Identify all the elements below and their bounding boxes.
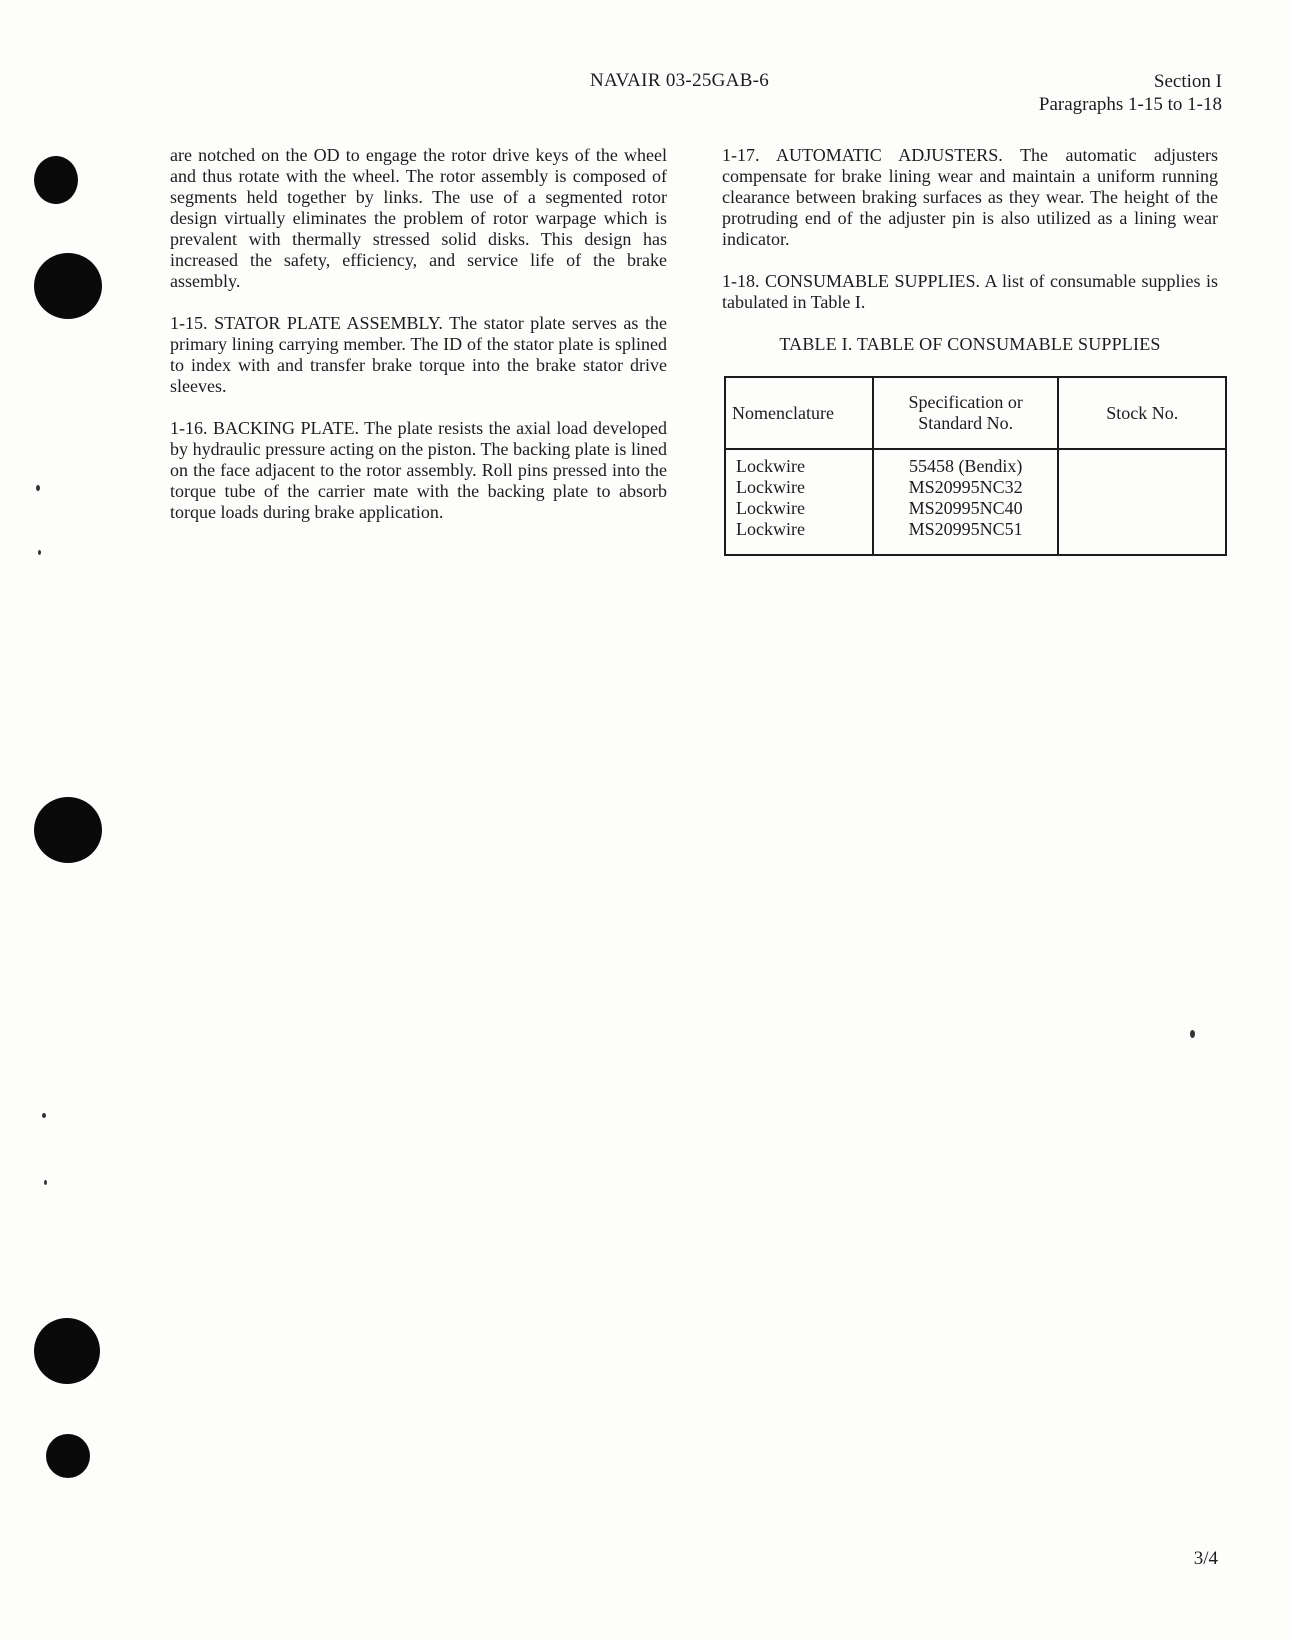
nomenclature-cell: [725, 449, 873, 555]
binder-hole-3: [34, 797, 102, 863]
page-number: 3/4: [1193, 1548, 1218, 1569]
table-row: MS20995NC51: [908, 519, 1023, 539]
header-specification: [873, 377, 1059, 449]
table-body-row: [725, 449, 1226, 555]
paragraph-1-17: 1-17. AUTOMATIC ADJUSTERS. The automatic adjusters compensate for brake lining wear and maintain a uniform running clearance between braking surfaces as they wear. The height of the protruding end of the adjuster pin is also utilized as a lining wear indicator.: [722, 145, 1218, 249]
table-row: Lockwire: [736, 456, 805, 476]
table-row: 55458 (Bendix): [908, 456, 1023, 476]
paragraph-range: Paragraphs 1-15 to 1-18: [1038, 94, 1222, 115]
scan-speck: [44, 1180, 47, 1185]
table-title: TABLE I. TABLE OF CONSUMABLE SUPPLIES: [779, 334, 1161, 354]
specification-cell: [873, 449, 1059, 555]
binder-hole-2: [34, 253, 102, 319]
scan-speck: [36, 485, 40, 491]
paragraph-1-15: 1-15. STATOR PLATE ASSEMBLY. The stator plate serves as the primary lining carrying member. The ID of the stator plate is splined to index with and transfer brake torque into the brake stator drive sleeves.: [170, 313, 667, 396]
paragraph-rotor-continued: are notched on the OD to engage the rotor drive keys of the wheel and thus rotate with the wheel. The rotor assembly is composed of segments held together by links. The use of a segmented rotor design virtually eliminates the problem of rotor warpage which is prevalent with thermally stressed solid disks. This design has increased the safety, efficiency, and service life of the brake assembly.: [170, 145, 667, 291]
header-spec-line1: Specification or: [908, 392, 1023, 412]
header-stock: Stock No.: [1058, 377, 1226, 449]
table-row: Lockwire: [736, 519, 805, 539]
paragraph-1-18: 1-18. CONSUMABLE SUPPLIES. A list of consumable supplies is tabulated in Table I.: [722, 271, 1218, 312]
scan-speck: [1190, 1030, 1195, 1038]
table-row: Lockwire: [736, 477, 805, 497]
binder-hole-1: [34, 156, 78, 204]
binder-hole-5: [46, 1434, 90, 1478]
header-spec-line2: Standard No.: [918, 413, 1014, 433]
table-row: MS20995NC32: [908, 477, 1023, 497]
left-column: [170, 145, 667, 544]
section-header: [1039, 70, 1222, 116]
table-row: Lockwire: [736, 498, 805, 518]
paragraph-1-16: 1-16. BACKING PLATE. The plate resists the axial load developed by hydraulic pressure acting on the piston. The backing plate is lined on the face adjacent to the rotor assembly. Roll pins pressed into the torque tube of the carrier mate with the backing plate to absorb torque loads during brake application.: [170, 418, 667, 522]
consumable-supplies-table: [724, 376, 1227, 556]
header-nomenclature: Nomenclature: [725, 377, 873, 449]
scan-speck: [38, 550, 41, 555]
binder-hole-4: [34, 1318, 100, 1384]
section-label: Section I: [1153, 71, 1222, 92]
stock-cell: [1058, 449, 1226, 555]
table-header-row: [725, 377, 1226, 449]
document-number: NAVAIR 03-25GAB-6: [590, 70, 770, 91]
table-row: MS20995NC40: [908, 498, 1023, 518]
right-column: [722, 145, 1218, 556]
scan-speck: [42, 1113, 46, 1118]
